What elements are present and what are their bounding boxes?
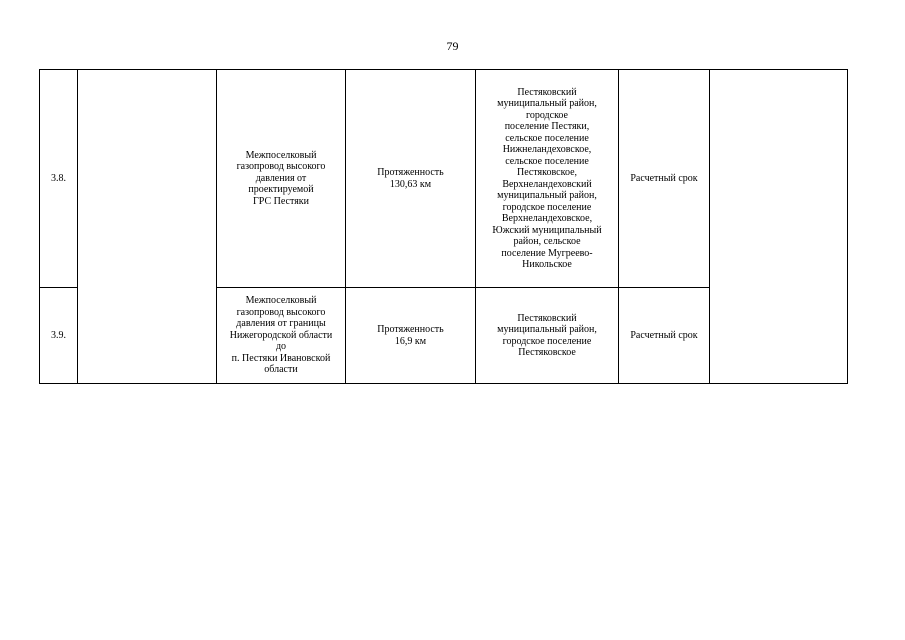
object-name-line: Межпоселковый bbox=[245, 295, 317, 307]
length-label: Протяженность bbox=[377, 167, 444, 178]
object-name-line: газопровод высокого bbox=[236, 306, 326, 318]
location-line: городское поселение bbox=[502, 335, 592, 347]
location-line: Верхнеландеховский bbox=[502, 178, 592, 190]
location-line: сельское поселение bbox=[505, 132, 589, 144]
object-name-line: Межпоселковый bbox=[245, 149, 317, 161]
object-name-cell bbox=[217, 70, 346, 288]
location-line: Пестяковское bbox=[518, 347, 576, 358]
location-line: муниципальный район, bbox=[497, 324, 597, 335]
location-line: поселение Пестяки, bbox=[504, 121, 590, 132]
empty-cell bbox=[710, 70, 848, 384]
location-line: район, сельское bbox=[513, 236, 581, 247]
object-name-line: п. Пестяки Ивановской bbox=[231, 352, 331, 364]
row-number-cell: 3.8. bbox=[40, 70, 78, 288]
location-line: Верхнеландеховское, bbox=[501, 213, 593, 224]
location-line: сельское поселение bbox=[505, 155, 589, 167]
location-line: Нижнеландеховское, bbox=[502, 144, 592, 155]
location-line: Пестяковское, bbox=[516, 167, 578, 178]
table-row bbox=[40, 70, 848, 288]
object-name-line: газопровод высокого bbox=[236, 161, 326, 173]
object-name-line: Нижегородской области bbox=[229, 329, 333, 341]
row-number-cell: 3.9. bbox=[40, 288, 78, 384]
location-cell bbox=[476, 70, 619, 288]
location-line: городское поселение bbox=[502, 201, 592, 213]
location-line: поселение Мугреево- bbox=[501, 247, 593, 259]
location-line: Южский муниципальный bbox=[492, 224, 602, 236]
location-line: Никольское bbox=[522, 259, 572, 270]
length-cell bbox=[346, 70, 476, 288]
location-cell bbox=[476, 288, 619, 384]
object-name-line: давления от границы bbox=[236, 318, 326, 330]
document-table bbox=[39, 69, 848, 384]
length-cell bbox=[346, 288, 476, 384]
object-name-line: ГРС Пестяки bbox=[252, 195, 310, 207]
location-line: муниципальный район, bbox=[497, 190, 597, 201]
location-line: Пестяковский bbox=[517, 312, 577, 324]
length-label: Протяженность bbox=[377, 324, 444, 335]
object-name-cell bbox=[217, 288, 346, 384]
term-cell: Расчетный срок bbox=[619, 70, 710, 288]
location-line: Пестяковский bbox=[517, 86, 577, 98]
page-number: 79 bbox=[446, 39, 459, 53]
object-name-line: проектируемой bbox=[248, 184, 314, 196]
location-line: городское bbox=[525, 109, 568, 121]
length-value: 130,63 км bbox=[389, 178, 432, 190]
object-name-line: области bbox=[264, 364, 298, 376]
location-line: муниципальный район, bbox=[497, 98, 597, 109]
empty-cell bbox=[78, 70, 217, 384]
length-value: 16,9 км bbox=[394, 335, 427, 347]
term-cell: Расчетный срок bbox=[619, 288, 710, 384]
object-name-line: давления от bbox=[255, 172, 307, 184]
object-name-line: до bbox=[275, 341, 287, 353]
